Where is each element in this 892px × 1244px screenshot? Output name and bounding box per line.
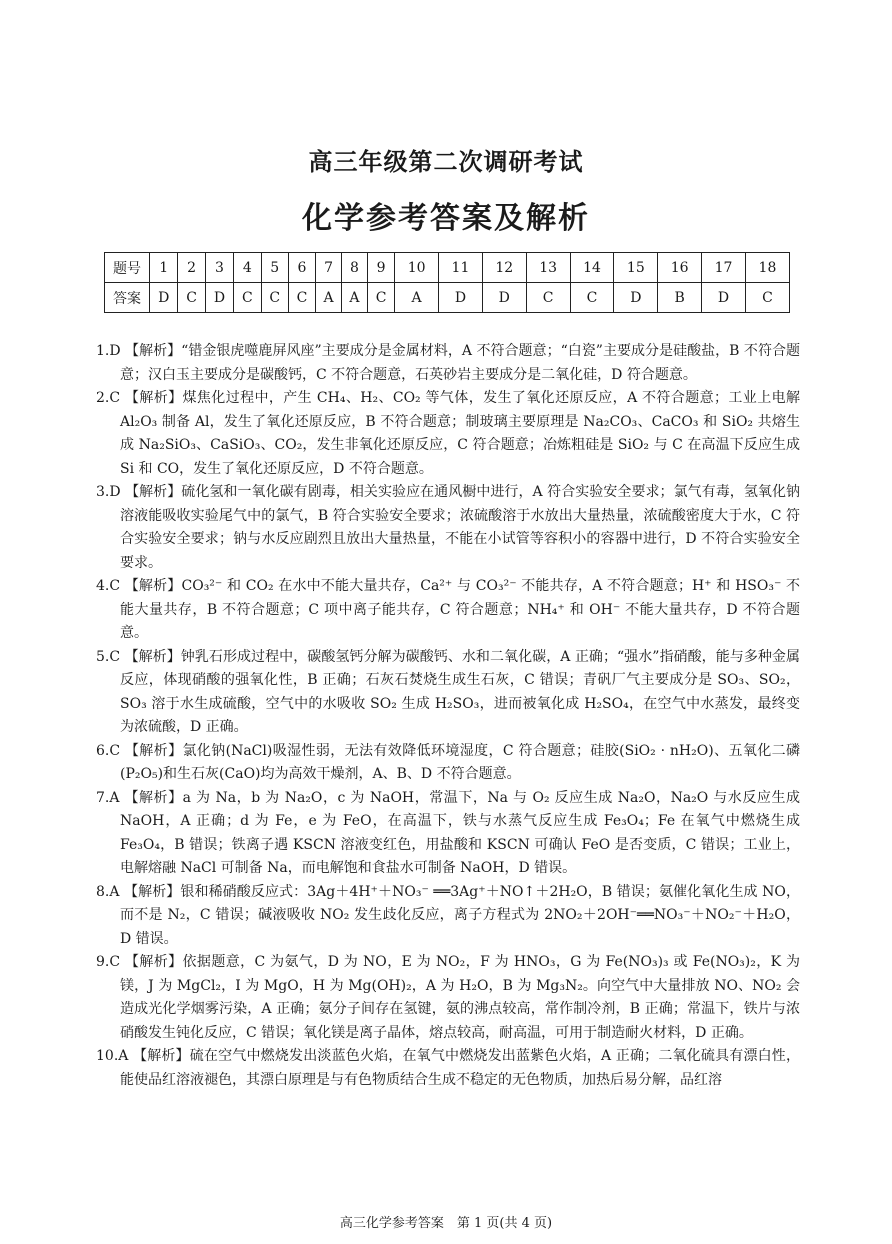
page-title: 高三年级第二次调研考试 — [308, 147, 584, 176]
answer-table — [104, 252, 790, 313]
explanations — [96, 340, 800, 1092]
table-cell: A — [342, 283, 368, 313]
table-cell: 1 — [150, 253, 178, 283]
row-label: 答案 — [105, 283, 150, 313]
table-cell: D — [482, 283, 526, 313]
table-cell: 4 — [234, 253, 261, 283]
page-footer: 高三化学参考答案 第 1 页(共 4 页) — [339, 1216, 553, 1231]
table-cell: C — [234, 283, 261, 313]
table-cell: 2 — [178, 253, 205, 283]
table-cell: 12 — [482, 253, 526, 283]
table-cell: A — [395, 283, 439, 313]
row-label: 题号 — [105, 253, 150, 283]
table-cell: 11 — [439, 253, 483, 283]
table-cell: 13 — [526, 253, 570, 283]
table-cell: 14 — [570, 253, 614, 283]
table-cell: D — [205, 283, 233, 313]
table-cell: 9 — [367, 253, 394, 283]
explanation-item: 7.A 【解析】a 为 Na，b 为 Na₂O，c 为 NaOH，常温下，Na 与 O₂ 反应生成 Na₂O，Na₂O 与水反应生成 NaOH，A 正确；d 为 Fe，e 为 FeO，在高温下，铁与水蒸气反应生成 Fe₃O₄；Fe 在氧气中燃烧生成 Fe₃O₄，B 错误；铁离子遇 KSCN 溶液变红色，用盐酸和 KSCN 可确认 FeO 是否变质，C 错误；工业上，电解熔融 NaCl 可制备 Na，而电解饱和食盐水可制备 NaOH，D 错误。 — [96, 789, 800, 876]
table-cell: C — [261, 283, 288, 313]
table-cell: 17 — [702, 253, 746, 283]
table-cell: D — [439, 283, 483, 313]
explanation-item: 6.C 【解析】氯化钠(NaCl)吸湿性弱，无法有效降低环境湿度，C 符合题意；硅胶(SiO₂ · nH₂O)、五氧化二磷(P₂O₅)和生石灰(CaO)均为高效干燥剂，A、B、D 不符合题意。 — [96, 742, 800, 782]
table-cell: 5 — [261, 253, 288, 283]
explanation-item: 5.C 【解析】钟乳石形成过程中，碳酸氢钙分解为碳酸钙、水和二氧化碳，A 正确；“强水”指硝酸，能与多种金属反应，体现硝酸的强氧化性，B 正确；石灰石焚烧生成生石灰，C 错误；青矾厂气主要成分是 SO₃、SO₂，SO₃ 溶于水生成硫酸，空气中的水吸收 SO₂ 生成 H₂SO₃，进而被氧化成 H₂SO₄，在空气中水蒸发，最终变为浓硫酸，D 正确。 — [96, 648, 800, 735]
table-cell: A — [316, 283, 342, 313]
table-cell: 3 — [205, 253, 233, 283]
table-cell: 15 — [614, 253, 658, 283]
table-cell: 6 — [288, 253, 315, 283]
table-cell: 10 — [395, 253, 439, 283]
answer-row — [105, 283, 790, 313]
explanation-item: 3.D 【解析】硫化氢和一氧化碳有剧毒，相关实验应在通风橱中进行，A 符合实验安全要求；氯气有毒，氢氧化钠溶液能吸收实验尾气中的氯气，B 符合实验安全要求；浓硫酸溶于水放出大量热量，浓硫酸密度大于水，C 符合实验安全要求；钠与水反应剧烈且放出大量热量，不能在小试管等容积小的容器中进行，D 不符合实验安全要求。 — [96, 484, 800, 571]
table-cell: D — [614, 283, 658, 313]
table-cell: D — [150, 283, 178, 313]
table-cell: C — [288, 283, 315, 313]
table-cell: C — [570, 283, 614, 313]
explanation-item: 1.D 【解析】“错金银虎噬鹿屏风座”主要成分是金属材料，A 不符合题意；“白瓷”主要成分是硅酸盐，B 不符合题意；汉白玉主要成分是碳酸钙，C 不符合题意，石英砂岩主要成分是二氧化硅，D 符合题意。 — [96, 343, 800, 383]
explanation-item: 2.C 【解析】煤焦化过程中，产生 CH₄、H₂、CO₂ 等气体，发生了氧化还原反应，A 不符合题意；工业上电解 Al₂O₃ 制备 Al，发生了氧化还原反应，B 不符合题意；制玻璃主要原理是 Na₂CO₃、CaCO₃ 和 SiO₂ 共熔生成 Na₂SiO₃、CaSiO₃、CO₂，发生非氧化还原反应，C 符合题意；冶炼粗硅是 SiO₂ 与 C 在高温下反应生成 Si 和 CO，发生了氧化还原反应，D 不符合题意。 — [96, 390, 800, 477]
table-cell: C — [526, 283, 570, 313]
table-cell: D — [702, 283, 746, 313]
explanation-item: 9.C 【解析】依据题意，C 为氨气，D 为 NO，E 为 NO₂，F 为 HNO₃，G 为 Fe(NO₃)₃ 或 Fe(NO₃)₂，K 为镁，J 为 MgCl₂，I 为 MgO，H 为 Mg(OH)₂，A 为 H₂O，B 为 Mg₃N₂。向空气中大量排放 NO、NO₂ 会造成光化学烟雾污染，A 正确；氨分子间存在氢键，氨的沸点较高，常作制冷剂，B 正确；常温下，铁片与浓硝酸发生钝化反应，C 错误；氧化镁是离子晶体，熔点较高，耐高温，可用于制造耐火材料，D 正确。 — [96, 954, 800, 1041]
table-cell: 16 — [658, 253, 702, 283]
table-cell: C — [745, 283, 789, 313]
explanation-item: 4.C 【解析】CO₃²⁻ 和 CO₂ 在水中不能大量共存，Ca²⁺ 与 CO₃²⁻ 不能共存，A 不符合题意；H⁺ 和 HSO₃⁻ 不能大量共存，B 不符合题意；C 项中离子能共存，C 符合题意；NH₄⁺ 和 OH⁻ 不能大量共存，D 不符合题意。 — [96, 578, 800, 641]
table-cell: 8 — [342, 253, 368, 283]
question-number-row — [105, 253, 790, 283]
table-cell: 7 — [316, 253, 342, 283]
table-cell: 18 — [745, 253, 789, 283]
explanation-item: 8.A 【解析】银和稀硝酸反应式：3Ag＋4H⁺＋NO₃⁻ ══3Ag⁺＋NO↑＋2H₂O，B 错误；氨催化氧化生成 NO，而不是 N₂，C 错误；碱液吸收 NO₂ 发生歧化反应，离子方程式为 2NO₂＋2OH⁻══NO₃⁻＋NO₂⁻＋H₂O，D 错误。 — [96, 883, 800, 947]
page-subtitle: 化学参考答案及解析 — [302, 201, 590, 236]
table-cell: C — [178, 283, 205, 313]
table-cell: B — [658, 283, 702, 313]
table-cell: C — [367, 283, 394, 313]
explanation-item: 10.A 【解析】硫在空气中燃烧发出淡蓝色火焰，在氧气中燃烧发出蓝紫色火焰，A 正确；二氧化硫具有漂白性，能使品红溶液褪色，其漂白原理是与有色物质结合生成不稳定的无色物质，加热后易分解，品红溶 — [96, 1048, 800, 1088]
